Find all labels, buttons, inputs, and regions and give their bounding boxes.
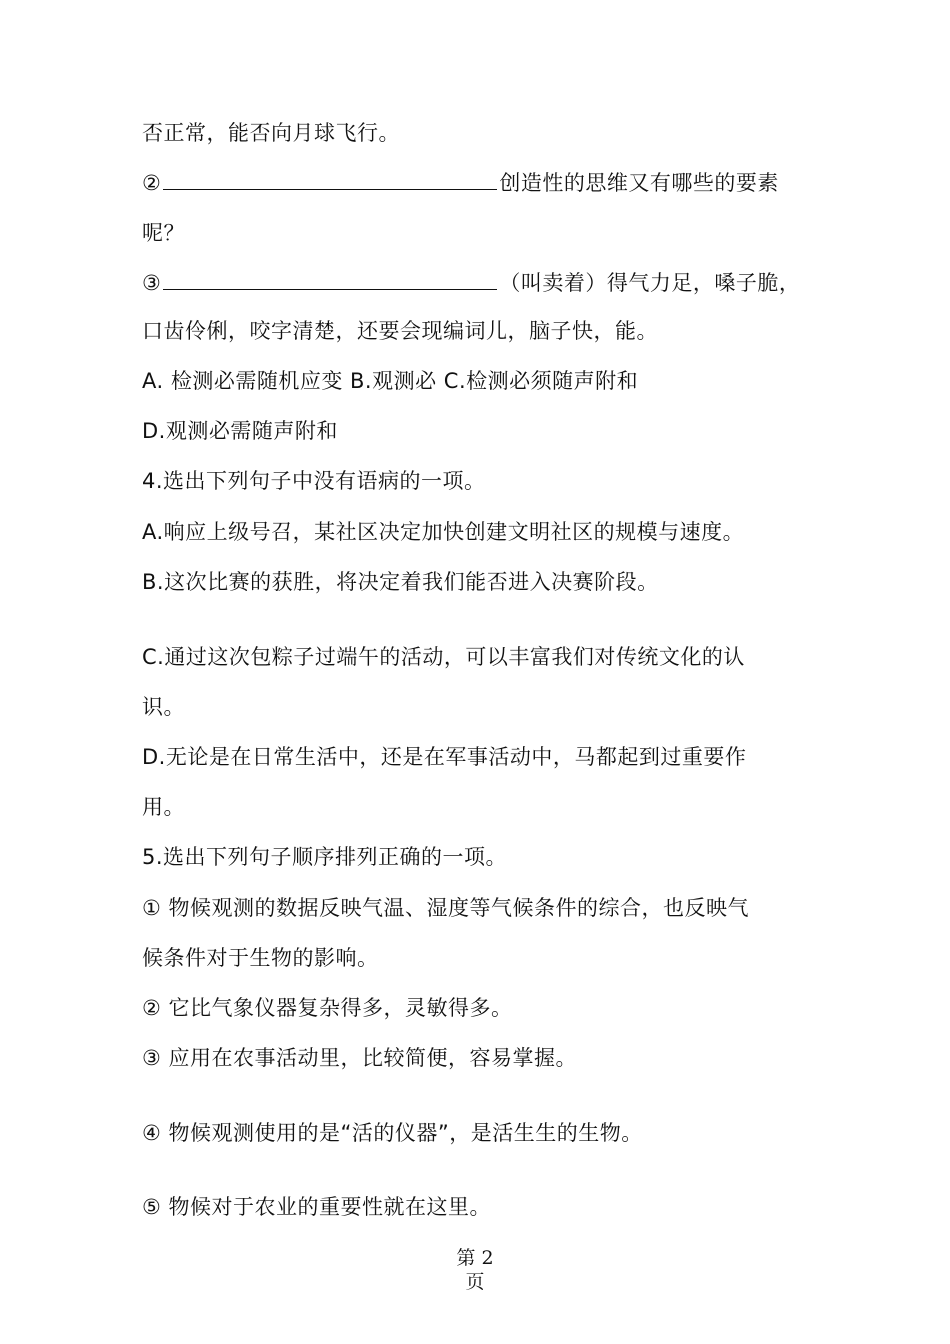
question-line [142,842,822,872]
line-text: ④ 物候观测使用的是“活的仪器”，是活生生的生物。 [142,1121,643,1145]
sentence-line [142,893,822,923]
circled-number: ③ [142,271,162,295]
circled-number: ② [142,171,162,195]
line-text: 候条件对于生物的影响。 [142,946,379,970]
line-text: D.观测必需随声附和 [142,419,338,443]
line-text: 4.选出下列句子中没有语病的一项。 [142,469,486,493]
line-text: （叫卖着）得气力足，嗓子脆， [499,271,801,295]
option-line [142,567,822,597]
line-text: ⑤ 物候对于农业的重要性就在这里。 [142,1195,492,1219]
text-line [142,792,822,822]
text-line [142,316,822,346]
line-text: 用。 [142,795,185,819]
text-line [142,218,822,248]
line-text: 5.选出下列句子顺序排列正确的一项。 [142,845,508,869]
line-text: ② 它比气象仪器复杂得多，灵敏得多。 [142,996,513,1020]
fill-in-blank [163,171,497,190]
text-line [142,118,822,148]
line-text: ③ 应用在农事活动里，比较简便，容易掌握。 [142,1046,577,1070]
option-line [142,742,822,772]
sentence-line [142,993,822,1023]
option-line [142,642,822,672]
line-text: ① 物候观测的数据反映气温、湿度等气候条件的综合，也反映气 [142,896,749,920]
page-number-line-2: 页 [465,1271,485,1293]
line-text: C.通过这次包粽子过端午的活动，可以丰富我们对传统文化的认 [142,645,745,669]
question-line [142,466,822,496]
line-text: 否正常，能否向月球飞行。 [142,121,400,145]
text-line-blank-2 [142,168,822,198]
fill-in-blank [163,271,497,290]
line-text: 口齿伶俐，咬字清楚，还要会现编词儿，脑子快，能。 [142,319,658,343]
sentence-line [142,1043,822,1073]
line-text: A. 检测必需随机应变 B.观测必 C.检测必须随声附和 [142,369,639,393]
text-line [142,692,822,722]
line-text: A.响应上级号召，某社区决定加快创建文明社区的规模与速度。 [142,520,745,544]
line-text: B.这次比赛的获胜，将决定着我们能否进入决赛阶段。 [142,570,659,594]
option-line [142,366,822,396]
text-line-blank-3 [142,268,822,298]
line-text: 创造性的思维又有哪些的要素 [499,171,779,195]
line-text: 识。 [142,695,185,719]
option-line [142,517,822,547]
line-text: D.无论是在日常生活中，还是在军事活动中，马都起到过重要作 [142,745,747,769]
option-line [142,416,822,446]
line-text: 呢？ [142,221,185,245]
page-number-line-1: 第 2 [456,1247,494,1269]
sentence-line [142,1118,822,1148]
text-line [142,943,822,973]
sentence-line [142,1192,822,1222]
page-number [0,1246,950,1294]
